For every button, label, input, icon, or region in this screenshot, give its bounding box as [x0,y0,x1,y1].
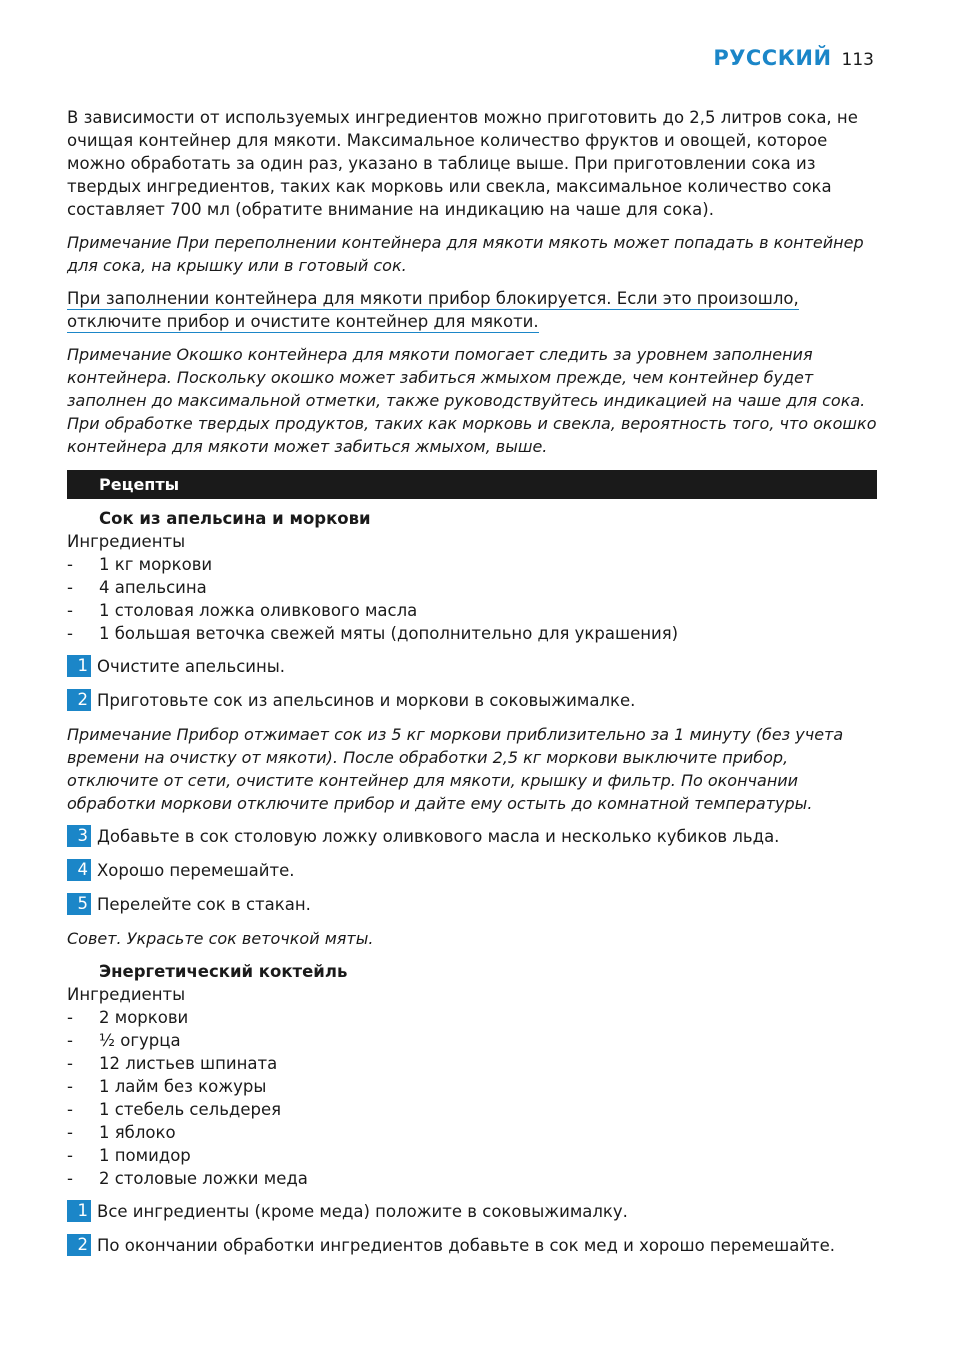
ingredients-list-1 [67,553,877,645]
step-text: Приготовьте сок из апельсинов и моркови в соковыжималке. [97,691,636,710]
step-text: Очистите апельсины. [97,657,286,676]
step-number: 5 [67,893,91,915]
page-header [713,46,874,70]
dash: - [67,624,73,643]
list-item: - 4 апельсина [67,578,207,597]
list-item: - 1 помидор [67,1146,191,1165]
list-item: - 1 яблоко [67,1123,176,1142]
ingredients-label: Ингредиенты [67,985,186,1004]
step-item [67,859,877,882]
step-item [67,893,877,916]
note-carrot: Примечание Прибор отжимает сок из 5 кг моркови приблизительно за 1 минуту (без учета времени на очистку от мякоти). После обработки 2,5 кг моркови выключите прибор, отключите от сети, очистите контейнер для мякоти, крышку и фильтр. По окончании обработки моркови отключите прибор и дайте ему остыть до комнатной температуры. [67,725,844,813]
dash: - [67,1123,73,1142]
list-item: - ½ огурца [67,1031,181,1050]
list-item: - 1 стебель сельдерея [67,1100,282,1119]
step-item [67,1200,877,1223]
dash: - [67,1100,73,1119]
step-item [67,825,877,848]
ingredients-list-2 [67,1006,877,1190]
step-number: 1 [67,1200,91,1222]
dash: - [67,1008,73,1027]
note-window: Примечание Окошко контейнера для мякоти помогает следить за уровнем заполнения контейнера. Поскольку окошко может забиться жмыхом прежде, чем контейнер будет заполнен до максимальной отметки, также руководствуйтесь индикацией на чаше для сока. При обработке твердых продуктов, таких как морковь и свекла, вероятность того, что окошко контейнера для мякоти может забиться жмыхом, выше. [67,345,877,456]
step-text: Хорошо перемешайте. [97,861,295,880]
note-overflow: Примечание При переполнении контейнера для мякоти мякоть может попадать в контейнер для сока, на крышку или в готовый сок. [67,233,864,275]
intro-paragraph: В зависимости от используемых ингредиентов можно приготовить до 2,5 литров сока, не очищая контейнер для мякоти. Максимальное количество фруктов и овощей, которое можно обработать за один раз, указано в таблице выше. При приготовлении сока из твердых ингредиентов, таких как морковь или свекла, максимальное количество сока составляет 700 мл (обратите внимание на индикацию на чаше для сока). [67,108,858,219]
step-number: 1 [67,655,91,677]
dash: - [67,1169,73,1188]
step-text: Все ингредиенты (кроме меда) положите в соковыжималку. [97,1202,628,1221]
list-item: - 1 большая веточка свежей мяты (дополнительно для украшения) [67,624,679,643]
step-text: Перелейте сок в стакан. [97,895,311,914]
step-number: 2 [67,1234,91,1256]
step-item [67,655,877,678]
step-text: По окончании обработки ингредиентов добавьте в сок мед и хорошо перемешайте. [97,1236,836,1255]
step-number: 3 [67,825,91,847]
step-text: Добавьте в сок столовую ложку оливкового масла и несколько кубиков льда. [97,827,780,846]
list-item: - 2 столовые ложки меда [67,1169,308,1188]
section-header-recipes: Рецепты [67,470,877,499]
dash: - [67,601,73,620]
list-item: - 12 листьев шпината [67,1054,278,1073]
tip-text: Совет. Украсьте сок веточкой мяты. [67,929,374,948]
dash: - [67,578,73,597]
dash: - [67,1054,73,1073]
step-item [67,689,877,712]
dash: - [67,555,73,574]
recipe-title-energy-cocktail: Энергетический коктейль [99,962,348,981]
language-label: РУССКИЙ [713,46,832,70]
list-item: - 2 моркови [67,1008,189,1027]
step-number: 2 [67,689,91,711]
warning-paragraph [67,287,877,333]
dash: - [67,1146,73,1165]
step-number: 4 [67,859,91,881]
list-item: - 1 кг моркови [67,555,213,574]
list-item: - 1 столовая ложка оливкового масла [67,601,418,620]
dash: - [67,1077,73,1096]
page-content [67,106,877,1268]
list-item: - 1 лайм без кожуры [67,1077,267,1096]
recipe-title-orange-carrot: Сок из апельсина и моркови [99,509,371,528]
warning-text: При заполнении контейнера для мякоти прибор блокируется. Если это произошло, отключите прибор и очистите контейнер для мякоти. [67,289,799,331]
dash: - [67,1031,73,1050]
step-item [67,1234,877,1257]
ingredients-label: Ингредиенты [67,532,186,551]
page-number: 113 [841,50,874,70]
